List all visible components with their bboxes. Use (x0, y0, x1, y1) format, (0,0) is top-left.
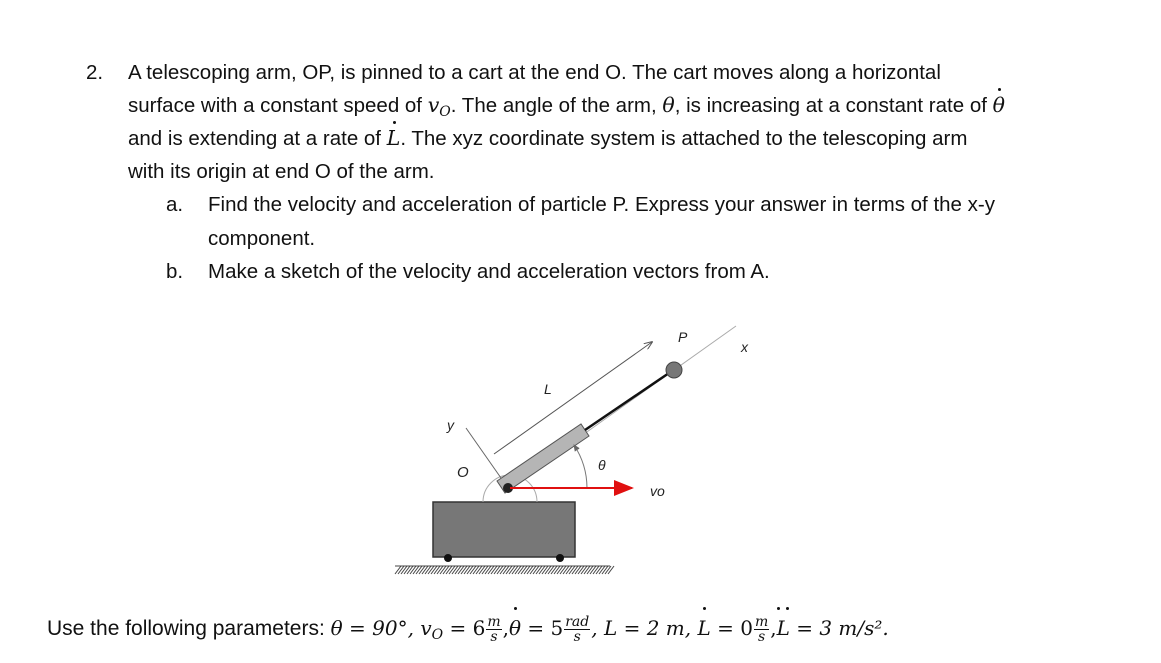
hatch-mark (458, 566, 464, 574)
hatch-mark (527, 566, 533, 574)
param-l-ddot: L (777, 608, 790, 648)
hatch-mark (425, 566, 431, 574)
hatch-mark (524, 566, 530, 574)
hatch-mark (476, 566, 482, 574)
hatch-mark (593, 566, 599, 574)
problem-line-4: with its origin at end O of the arm. (128, 160, 435, 183)
hatch-mark (596, 566, 602, 574)
theta-symbol: θ (662, 93, 675, 117)
hatch-mark (566, 566, 572, 574)
part-a-line-2: component. (208, 227, 316, 250)
hatch-mark (467, 566, 473, 574)
hatch-mark (461, 566, 467, 574)
problem-line-2: surface with a constant speed of $v_O$. The angle of the arm, θ, is increasing at a constant rate of θ (128, 89, 1005, 129)
hatch-mark (512, 566, 518, 574)
hatch-mark (422, 566, 428, 574)
part-a-line-1: Find the velocity and acceleration of particle P. Express your answer in terms of the x-y (208, 193, 995, 216)
hatch-mark (473, 566, 479, 574)
hatch-mark (506, 566, 512, 574)
parameters-line: Use the following parameters: θ = 90°, $v_O = 6$ $\frac{m}{s}$ ,θ = 5 $\frac{\text{rad}}{s}$ , L = 2 m, L = 0 $\frac{m}{s}$ ,L = 3 m/s². (47, 608, 889, 655)
hatch-mark (584, 566, 590, 574)
particle-p (666, 362, 682, 378)
hatch-mark (599, 566, 605, 574)
hatch-mark (407, 566, 413, 574)
problem-line-1: A telescoping arm, OP, is pinned to a cart at the end O. The cart moves along a horizontal (128, 61, 941, 84)
theta-arc (574, 445, 587, 488)
hatch-mark (404, 566, 410, 574)
hatch-mark (497, 566, 503, 574)
unit-fraction-rad-s: $\frac{\text{rad}}{s}$ (565, 613, 590, 645)
hatch-mark (464, 566, 470, 574)
unit-fraction-m-s-2: $\frac{m}{s}$ (754, 613, 769, 645)
hatch-mark (539, 566, 545, 574)
label-l: L (544, 381, 552, 397)
hatch-mark (455, 566, 461, 574)
problem-line-3: and is extending at a rate of L. The xyz coordinate system is attached to the telescoping arm (128, 122, 967, 155)
part-a-label: a. (166, 193, 184, 216)
hatch-mark (581, 566, 587, 574)
hatch-mark (518, 566, 524, 574)
telescoping-arm-figure (380, 300, 748, 590)
hatch-mark (491, 566, 497, 574)
hatch-mark (572, 566, 578, 574)
label-x: x (741, 339, 748, 355)
hatch-mark (470, 566, 476, 574)
label-y: y (447, 417, 454, 433)
hatch-mark (545, 566, 551, 574)
label-vo: vo (650, 483, 665, 499)
l-dot-symbol: L (387, 122, 401, 155)
cart-wheel-left (444, 554, 452, 562)
hatch-mark (602, 566, 608, 574)
hatch-mark (449, 566, 455, 574)
hatch-mark (605, 566, 611, 574)
hatch-mark (536, 566, 542, 574)
label-p: P (678, 329, 688, 345)
hatch-mark (428, 566, 434, 574)
cart-body (433, 502, 575, 557)
hatch-mark (431, 566, 437, 574)
v0-symbol: v (427, 93, 440, 117)
hatch-mark (542, 566, 548, 574)
arm-sleeve (497, 424, 589, 493)
hatch-mark (398, 566, 404, 574)
hatch-mark (482, 566, 488, 574)
hatch-mark (575, 566, 581, 574)
hatch-mark (488, 566, 494, 574)
hatch-mark (563, 566, 569, 574)
hatch-mark (419, 566, 425, 574)
hatch-mark (494, 566, 500, 574)
hatch-mark (410, 566, 416, 574)
unit-fraction-m-s: $\frac{m}{s}$ (487, 613, 501, 645)
hatch-mark (569, 566, 575, 574)
hatch-mark (509, 566, 515, 574)
ground-hatch (395, 566, 614, 574)
hatch-mark (530, 566, 536, 574)
cart-wheel-right (556, 554, 564, 562)
hatch-mark (533, 566, 539, 574)
hatch-mark (590, 566, 596, 574)
hatch-mark (548, 566, 554, 574)
part-b-label: b. (166, 260, 184, 283)
hatch-mark (515, 566, 521, 574)
hatch-mark (560, 566, 566, 574)
hatch-mark (443, 566, 449, 574)
hatch-mark (479, 566, 485, 574)
hatch-mark (416, 566, 422, 574)
hatch-mark (452, 566, 458, 574)
hatch-mark (578, 566, 584, 574)
hatch-mark (608, 566, 614, 574)
label-theta: θ (598, 457, 606, 473)
hatch-mark (485, 566, 491, 574)
hatch-mark (413, 566, 419, 574)
theta-dot-symbol: θ (993, 89, 1005, 122)
hatch-mark (395, 566, 401, 574)
hatch-mark (503, 566, 509, 574)
hatch-mark (434, 566, 440, 574)
hatch-mark (587, 566, 593, 574)
figure-svg (380, 300, 748, 590)
part-b-line-1: Make a sketch of the velocity and acceleration vectors from A. (208, 260, 770, 283)
hatch-mark (557, 566, 563, 574)
hatch-mark (437, 566, 443, 574)
param-l-dot: L (697, 608, 710, 648)
hatch-mark (440, 566, 446, 574)
ddot-mark (777, 607, 780, 610)
param-theta-dot: θ (509, 608, 521, 648)
question-number: 2. (86, 61, 104, 84)
hatch-mark (500, 566, 506, 574)
hatch-mark (521, 566, 527, 574)
hatch-mark (446, 566, 452, 574)
label-o: O (457, 464, 469, 481)
hatch-mark (551, 566, 557, 574)
hatch-mark (401, 566, 407, 574)
hatch-mark (554, 566, 560, 574)
